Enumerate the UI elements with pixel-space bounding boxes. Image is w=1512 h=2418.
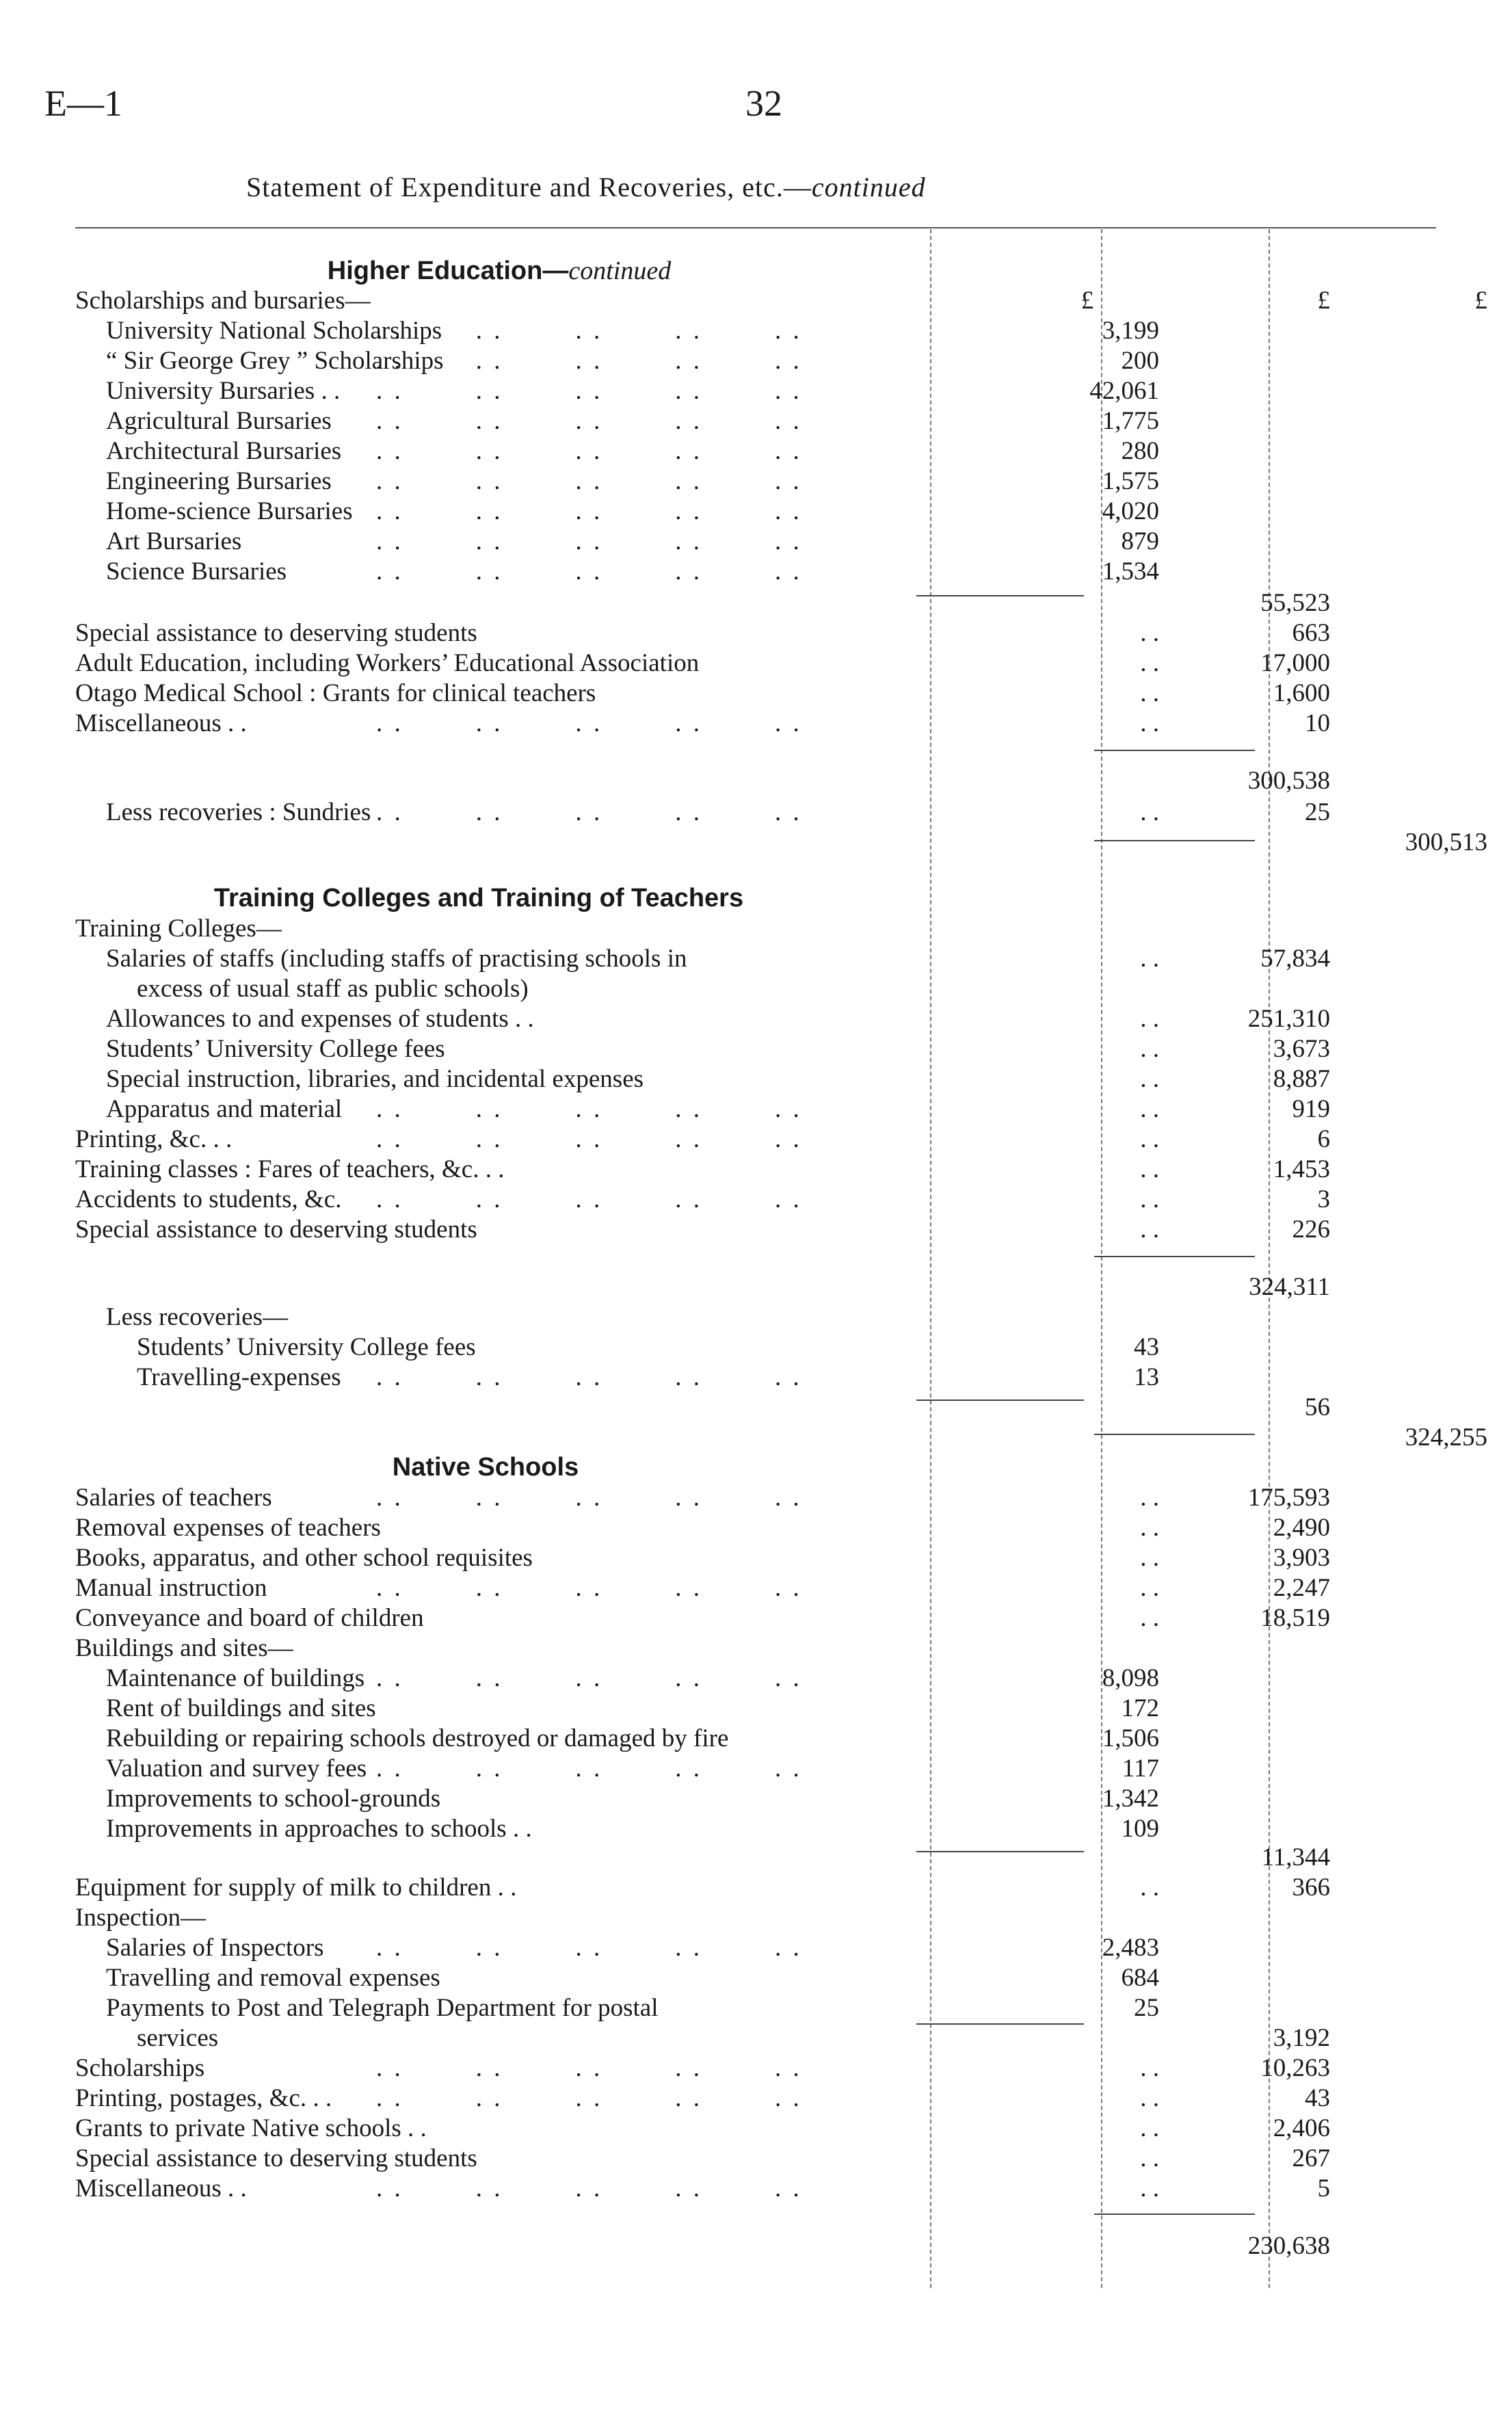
table-row: Rebuilding or repairing schools destroyed or damaged by fire 1,506 [106,1724,1159,1752]
subtotal-row: 56 [1305,1393,1330,1421]
table-row: Otago Medical School : Grants for clinical teachers . . 1,600 [75,679,1330,707]
total-row: 230,638 [1247,2232,1330,2260]
currency-unit: £ [1317,287,1330,315]
table-row: Printing, postages, &c. . . . . . . . . . . . . . . 43 [75,2084,1330,2112]
table-caption: Statement of Expenditure and Recoveries, etc.—continued [246,172,926,202]
section-heading-training-colleges: Training Colleges and Training of Teachers [213,884,744,912]
table-row: Students’ University College fees . . 3,673 [106,1035,1330,1063]
table-row: excess of usual staff as public schools) [137,975,529,1003]
table-row: Special assistance to deserving students . . 663 [75,619,1330,647]
section-heading-higher-education: Higher Education—continued [327,257,672,285]
table-row: Apparatus and material . . . . . . . . . . . . 919 [106,1095,1330,1123]
table-row: Salaries of teachers . . . . . . . . . . . . 175,593 [75,1484,1330,1512]
table-row: Scholarships . . . . . . . . . . . . 10,263 [75,2054,1330,2082]
table-row: Special instruction, libraries, and incidental expenses . . 8,887 [106,1065,1330,1093]
table-row: Books, apparatus, and other school requisites . . 3,903 [75,1544,1330,1572]
total-row: 324,311 [1249,1273,1330,1301]
table-row: Maintenance of buildings . . . . . . . . . . 8,098 [106,1664,1159,1692]
table-row: Less recoveries : Sundries . . . . . . . . . . . . 25 [106,798,1330,826]
subtotal-row: 3,192 [1273,2024,1330,2052]
table-row: “ Sir George Grey ” Scholarships . . . . . . . . . . 200 [106,347,1159,375]
section-heading-native-schools: Native Schools [392,1453,579,1482]
table-row: Less recoveries— [106,1303,289,1331]
table-row: Agricultural Bursaries . . . . . . . . . . 1,775 [106,407,1159,435]
table-row: Allowances to and expenses of students . . . . 251,310 [106,1005,1330,1033]
table-row: University National Scholarships . . . . . . . . . . 3,199 [106,317,1159,345]
net-total-row: 300,513 [1405,828,1487,856]
total-row: 300,538 [1247,767,1330,795]
subtotal-row: 11,344 [1261,1843,1330,1871]
caption-rule [75,227,1436,228]
table-row: Travelling and removal expenses 684 [106,1964,1159,1992]
table-row: services [137,2024,219,2052]
table-row: Improvements in approaches to schools . . 109 [106,1815,1159,1843]
table-row: Equipment for supply of milk to children . . . . 366 [75,1874,1330,1902]
table-row: Accidents to students, &c. . . . . . . . . . . . . 3 [75,1185,1330,1213]
table-row: Training Colleges— [75,915,282,943]
page-number: 32 [745,83,782,124]
table-row: Miscellaneous . . . . . . . . . . . . . . 10 [75,709,1330,737]
table-row: Payments to Post and Telegraph Department for postal 25 [106,1994,1159,2022]
table-row: Architectural Bursaries . . . . . . . . . . 280 [106,437,1159,465]
subtotal-row: 55,523 [1260,589,1330,617]
table-row: Adult Education, including Workers’ Educational Association . . 17,000 [75,649,1330,677]
table-row: Science Bursaries . . . . . . . . . . 1,534 [106,557,1159,586]
table-row: Improvements to school-grounds 1,342 [106,1785,1159,1813]
total-rule [1094,750,1255,751]
table-row: Conveyance and board of children . . 18,519 [75,1604,1330,1632]
table-row: Training classes : Fares of teachers, &c. . . . . 1,453 [75,1155,1330,1183]
table-row: Miscellaneous . . . . . . . . . . . . . . 5 [75,2174,1330,2203]
total-rule [1094,1256,1255,1257]
table-row: Special assistance to deserving students . . 226 [75,1215,1330,1244]
table-row: Manual instruction . . . . . . . . . . . . 2,247 [75,1574,1330,1602]
currency-unit: £ [1080,287,1094,315]
table-row: Home-science Bursaries . . . . . . . . . . 4,020 [106,497,1159,525]
table-row: Printing, &c. . . . . . . . . . . . . . . 6 [75,1125,1330,1153]
table-row: University Bursaries . . . . . . . . . . . . 42,061 [106,377,1159,405]
table-row: Salaries of staffs (including staffs of practising schools in . . 57,834 [106,945,1330,973]
table-row: Valuation and survey fees . . . . . . . . . . 117 [106,1755,1159,1783]
table-row: Rent of buildings and sites 172 [106,1694,1159,1722]
currency-unit: £ [1474,287,1487,315]
table-row: Salaries of Inspectors . . . . . . . . . . 2,483 [106,1934,1159,1962]
document-reference: E—1 [44,83,122,124]
table-row: Inspection— [75,1904,207,1932]
table-row: Special assistance to deserving students . . 267 [75,2144,1330,2172]
total-rule [1094,2213,1255,2215]
net-total-row: 324,255 [1405,1423,1487,1451]
table-row: Buildings and sites— [75,1634,293,1662]
table-row: Engineering Bursaries . . . . . . . . . . 1,575 [106,467,1159,495]
table-row: Grants to private Native schools . . . . 2,406 [75,2114,1330,2142]
table-row: Art Bursaries . . . . . . . . . . 879 [106,527,1159,555]
table-row: Travelling-expenses . . . . . . . . . . 13 [137,1363,1159,1391]
table-row: Scholarships and bursaries— £ £ £ [75,287,1487,315]
table-row: Students’ University College fees 43 [137,1333,1159,1361]
table-row: Removal expenses of teachers . . 2,490 [75,1514,1330,1542]
